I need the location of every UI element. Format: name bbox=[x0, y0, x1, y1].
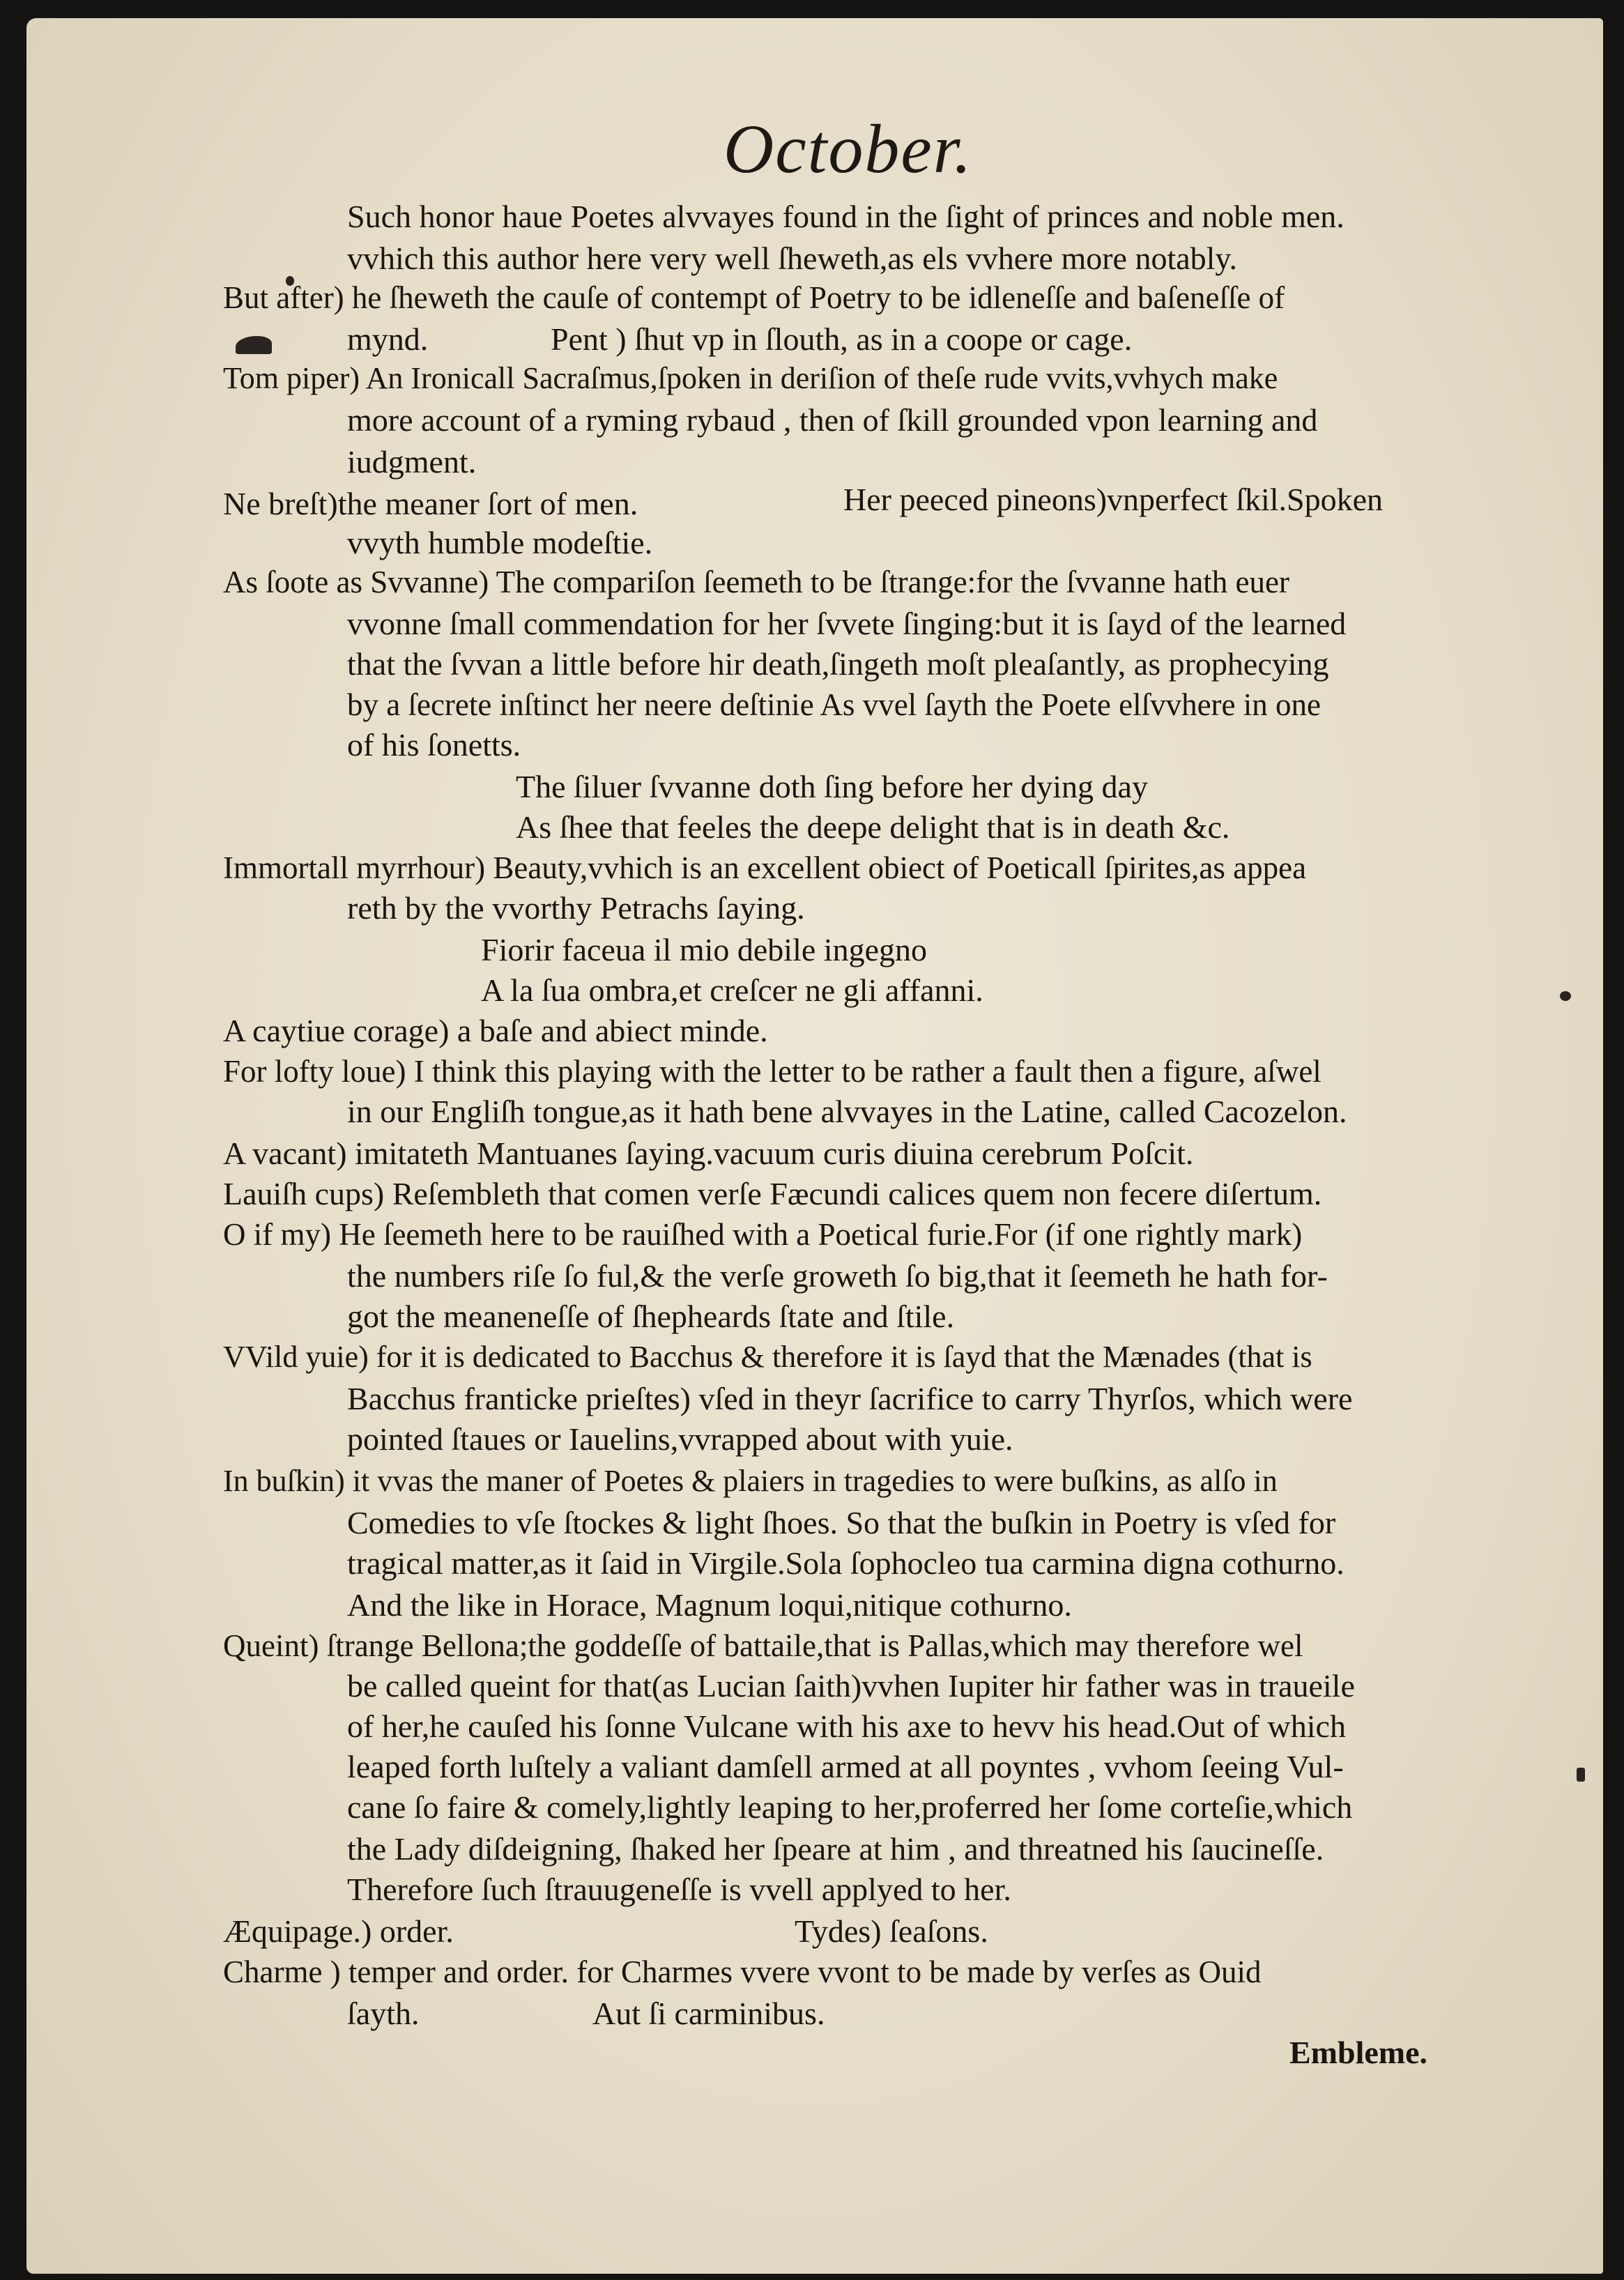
gloss-line-13: by a ſecrete inſtinct her neere deſtinie As vvel ſayth the Poete elſvvhere in one bbox=[347, 687, 1321, 722]
gloss-line-17: Immortall myrrhour) Beauty,vvhich is an excellent obiect of Poeticall ſpirites,as appea bbox=[223, 850, 1307, 885]
gloss-line-39: leaped forth luſtely a valiant damſell armed at all poyntes , vvhom ſeeing Vul- bbox=[347, 1749, 1344, 1784]
gloss-line-21: A caytiue corage) a baſe and abiect minde. bbox=[223, 1013, 768, 1048]
gloss-line-24: A vacant) imitateth Mantuanes ſaying.vacuum curis diuina cerebrum Poſcit. bbox=[223, 1135, 1194, 1171]
gloss-line-05: Tom piper) An Ironicall Sacraſmus,ſpoken in deriſion of theſe rude vvits,vvhych make bbox=[223, 361, 1278, 395]
gloss-line-09: vvyth humble modeſtie. bbox=[347, 525, 653, 560]
gloss-line-37: be called queint for that(as Lucian ſaith)vvhen Iupiter hir father was in traueile bbox=[347, 1668, 1355, 1704]
gloss-line-34: tragical matter,as it ſaid in Virgile.Sola ſophocleo tua carmina digna cothurno. bbox=[347, 1545, 1345, 1581]
gloss-line-30: Bacchus franticke prieſtes) vſed in theyr ſacrifice to carry Thyrſos, which were bbox=[347, 1381, 1353, 1416]
ink-speck bbox=[1560, 991, 1571, 1001]
gloss-line-07: iudgment. bbox=[347, 444, 477, 480]
gloss-line-22: For lofty loue) I think this playing with the letter to be rather a fault then a figure, aſwel bbox=[223, 1054, 1322, 1089]
gloss-line-38: of her,he cauſed his ſonne Vulcane with his axe to hevv his head.Out of which bbox=[347, 1708, 1346, 1744]
gloss-line-14: of his ſonetts. bbox=[347, 727, 521, 763]
gloss-line-08b: Her peeced pineons)vnperfect ſkil.Spoken bbox=[843, 482, 1384, 517]
gloss-line-06: more account of a ryming rybaud , then of ſkill grounded vpon learning and bbox=[347, 402, 1318, 438]
gloss-line-42: Therefore ſuch ſtrauugeneſſe is vvell applyed to her. bbox=[347, 1872, 1011, 1907]
gloss-line-01: Such honor haue Poetes alvvayes found in the ſight of princes and noble men. bbox=[347, 199, 1345, 234]
ink-speck bbox=[1577, 1768, 1585, 1782]
running-head: October. bbox=[723, 110, 973, 188]
gloss-line-03: But after) he ſheweth the cauſe of contempt of Poetry to be idleneſſe and baſeneſſe of bbox=[223, 280, 1285, 315]
gloss-line-29: VVild yuie) for it is dedicated to Bacchus & therefore it is ſayd that the Mænades (that is bbox=[223, 1340, 1312, 1374]
gloss-line-31: pointed ſtaues or Iauelins,vvrapped about with yuie. bbox=[347, 1421, 1013, 1457]
gloss-line-16: As ſhee that feeles the deepe delight that is in death &c. bbox=[516, 809, 1230, 845]
gloss-line-28: got the meaneneſſe of ſhepheards ſtate and ſtile. bbox=[347, 1299, 955, 1334]
gloss-line-12: that the ſvvan a little before hir death,ſingeth moſt pleaſantly, as prophecying bbox=[347, 646, 1329, 682]
gloss-line-10: As ſoote as Svvanne) The compariſon ſeemeth to be ſtrange:for the ſvvanne hath euer bbox=[223, 565, 1289, 599]
catchword: Embleme. bbox=[1289, 2035, 1428, 2070]
gloss-line-44: Charme ) temper and order. for Charmes vvere vvont to be made by verſes as Ouid bbox=[223, 1954, 1262, 1989]
gloss-line-43a: Æquipage.) order. bbox=[223, 1913, 454, 1949]
gloss-line-45a: ſayth. bbox=[347, 1996, 420, 2031]
ink-blot bbox=[236, 336, 272, 354]
gloss-line-40: cane ſo faire & comely,lightly leaping to her,proferred her ſome corteſie,which bbox=[347, 1789, 1353, 1825]
gloss-line-32: In buſkin) it vvas the maner of Poetes & plaiers in tragedies to were buſkins, as alſo in bbox=[223, 1464, 1278, 1498]
gloss-line-20: A la ſua ombra,et creſcer ne gli affanni. bbox=[481, 972, 983, 1008]
gloss-line-36: Queint) ſtrange Bellona;the goddeſſe of battaile,that is Pallas,which may therefore wel bbox=[223, 1628, 1303, 1663]
gloss-line-02: vvhich this author here very well ſheweth,as els vvhere more notably. bbox=[347, 240, 1237, 276]
gloss-line-33: Comedies to vſe ſtockes & light ſhoes. So that the buſkin in Poetry is vſed for bbox=[347, 1505, 1336, 1540]
gloss-line-19: Fiorir faceua il mio debile ingegno bbox=[481, 932, 927, 967]
gloss-line-18: reth by the vvorthy Petrachs ſaying. bbox=[347, 890, 805, 926]
gloss-line-45b: Aut ſi carminibus. bbox=[592, 1996, 825, 2031]
gloss-line-15: The ſiluer ſvvanne doth ſing before her dying day bbox=[516, 769, 1148, 804]
gloss-line-25: Lauiſh cups) Reſembleth that comen verſe Fæcundi calices quem non fecere diſertum. bbox=[223, 1176, 1322, 1211]
gloss-line-27: the numbers riſe ſo ful,& the verſe groweth ſo big,that it ſeemeth he hath for- bbox=[347, 1258, 1328, 1294]
gloss-line-04b: Pent ) ſhut vp in ſlouth, as in a coope or cage. bbox=[551, 321, 1133, 357]
gloss-line-04a: mynd. bbox=[347, 321, 429, 357]
gloss-line-26: O if my) He ſeemeth here to be rauiſhed with a Poetical furie.For (if one rightly mark) bbox=[223, 1217, 1303, 1252]
gloss-line-11: vvonne ſmall commendation for her ſvvete ſinging:but it is ſayd of the learned bbox=[347, 606, 1347, 641]
gloss-line-08a: Ne breſt)the meaner ſort of men. bbox=[223, 486, 638, 521]
gloss-line-35: And the like in Horace, Magnum loqui,nitique cothurno. bbox=[347, 1587, 1072, 1623]
gloss-line-41: the Lady diſdeigning, ſhaked her ſpeare at him , and threatned his ſaucineſſe. bbox=[347, 1831, 1324, 1867]
gloss-line-23: in our Engliſh tongue,as it hath bene alvvayes in the Latine, called Cacozelon. bbox=[347, 1094, 1347, 1129]
gloss-line-43b: Tydes) ſeaſons. bbox=[795, 1913, 988, 1949]
